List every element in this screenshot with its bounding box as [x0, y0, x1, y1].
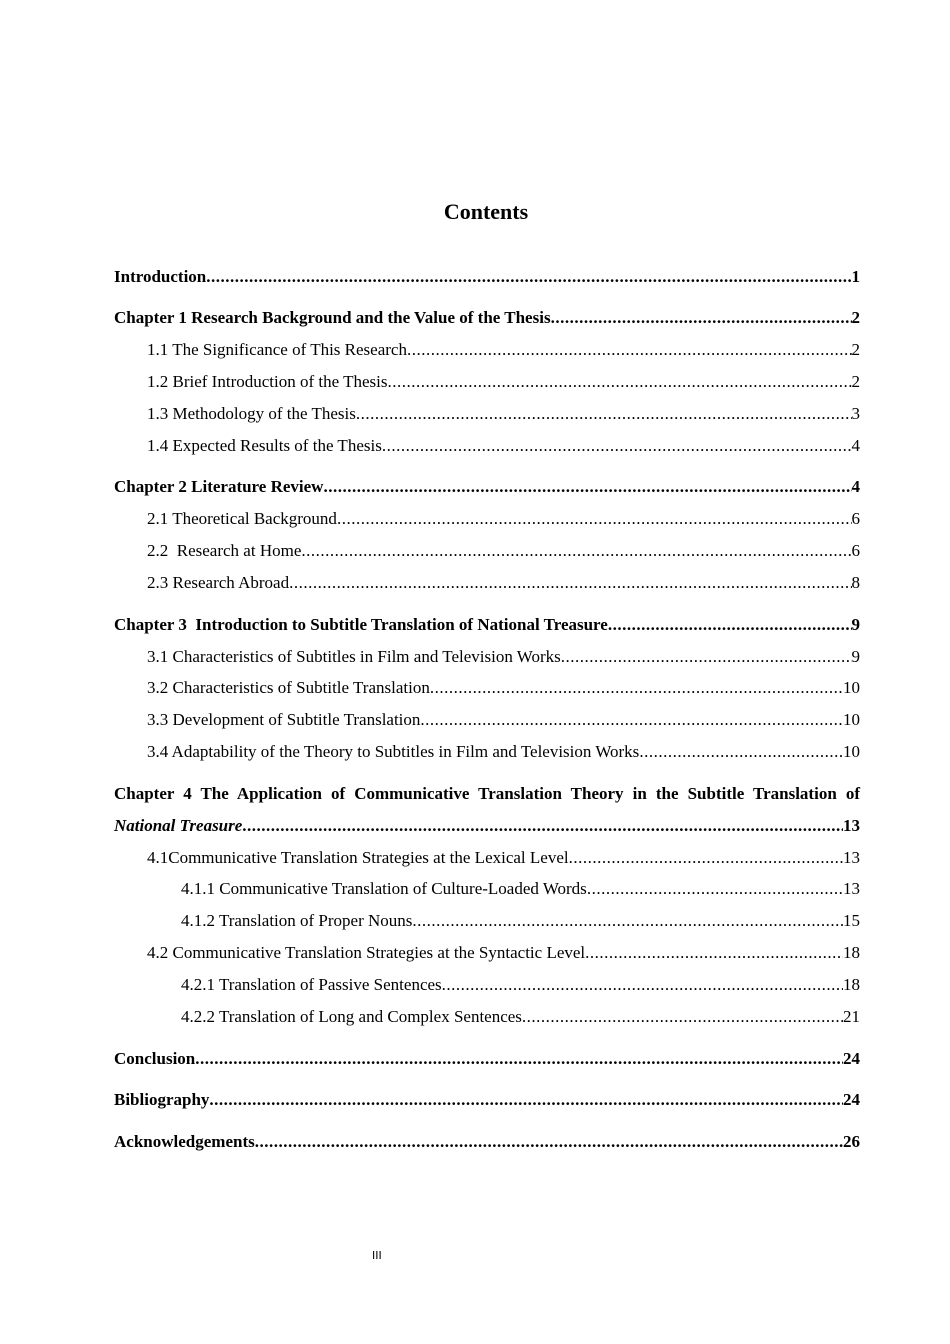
- toc-entry-label: Chapter 1 Research Background and the Value of the Thesis: [114, 308, 551, 327]
- toc-entry-page: 4: [851, 477, 860, 496]
- toc-entry-page: 21: [843, 1007, 860, 1026]
- page-title: Contents: [443, 199, 529, 224]
- toc-entry-3-2[interactable]: [147, 678, 860, 698]
- toc-entry-label: 1.2 Brief Introduction of the Thesis: [147, 372, 388, 391]
- toc-entry-label: 4.2.2 Translation of Long and Complex Sentences: [181, 1007, 522, 1026]
- toc-entry-chapter-4[interactable]: [114, 816, 860, 836]
- toc-entry-4-1[interactable]: [147, 848, 860, 868]
- toc-entry-label: 3.2 Characteristics of Subtitle Translation: [147, 678, 430, 697]
- toc-entry-page: 9: [851, 647, 860, 666]
- dot-leader: [585, 943, 843, 963]
- toc-entry-label: Chapter 2 Literature Review: [114, 477, 324, 496]
- toc-entry-label: Conclusion: [114, 1049, 196, 1068]
- toc-entry-1-2[interactable]: [147, 372, 860, 392]
- toc-entry-chapter-4-line-1[interactable]: Chapter 4 The Application of Communicative Translation Theory in the Subtitle Translation of: [114, 784, 860, 803]
- toc-entry-page: 24: [843, 1090, 860, 1109]
- toc-entry-page: 15: [843, 911, 860, 930]
- toc-entry-label: Introduction: [114, 267, 207, 286]
- toc-entry-label: 4.1Communicative Translation Strategies at the Lexical Level: [147, 848, 569, 867]
- toc-entry-label: Bibliography: [114, 1090, 210, 1109]
- page-number-footer: III: [372, 1249, 382, 1262]
- toc-entry-label: 1.3 Methodology of the Thesis: [147, 404, 356, 423]
- toc-entry-label: 1.4 Expected Results of the Thesis: [147, 436, 382, 455]
- dot-leader: [382, 436, 852, 456]
- toc-entry-label: 2.1 Theoretical Background: [147, 509, 337, 528]
- toc-entry-page: 10: [843, 678, 860, 697]
- dot-leader: [420, 710, 843, 730]
- toc-entry-page: 18: [843, 975, 860, 994]
- dot-leader: [608, 615, 852, 635]
- toc-entry-2-3[interactable]: [147, 573, 860, 593]
- toc-entry-label: 4.1.2 Translation of Proper Nouns: [181, 911, 413, 930]
- toc-entry-chapter-3[interactable]: [114, 615, 860, 635]
- toc-entry-chapter-1[interactable]: [114, 308, 860, 328]
- toc-entry-4-1-2[interactable]: [181, 911, 860, 931]
- dot-leader: [387, 372, 851, 392]
- toc-entry-page: 3: [851, 404, 860, 423]
- toc-entry-page: 13: [843, 879, 860, 898]
- toc-entry-label: 4.2 Communicative Translation Strategies at the Syntactic Level: [147, 943, 586, 962]
- toc-entry-4-2-2[interactable]: [181, 1007, 860, 1027]
- toc-entry-3-3[interactable]: [147, 710, 860, 730]
- toc-entry-label: 2.2 Research at Home: [147, 541, 302, 560]
- dot-leader: [356, 404, 852, 424]
- toc-entry-label: Acknowledgements: [114, 1132, 255, 1151]
- toc-entry-bibliography[interactable]: [114, 1090, 860, 1110]
- dot-leader: [442, 975, 843, 995]
- dot-leader: [209, 1090, 843, 1110]
- toc-entry-1-4[interactable]: [147, 436, 860, 456]
- toc-entry-label: 3.4 Adaptability of the Theory to Subtitles in Film and Television Works: [147, 742, 640, 761]
- toc-entry-page: 24: [843, 1049, 860, 1068]
- toc-entry-4-2[interactable]: [147, 943, 860, 963]
- toc-entry-1-3[interactable]: [147, 404, 860, 424]
- toc-entry-label: 3.1 Characteristics of Subtitles in Film and Television Works: [147, 647, 561, 666]
- toc-entry-label: 4.2.1 Translation of Passive Sentences: [181, 975, 442, 994]
- dot-leader: [289, 573, 851, 593]
- dot-leader: [522, 1007, 843, 1027]
- toc-entry-page: 6: [851, 541, 860, 560]
- toc-entry-2-2[interactable]: [147, 541, 860, 561]
- toc-entry-acknowledgements[interactable]: [114, 1132, 860, 1152]
- toc-entry-4-2-1[interactable]: [181, 975, 860, 995]
- dot-leader: [337, 509, 852, 529]
- toc-entry-page: 1: [851, 267, 860, 286]
- dot-leader: [639, 742, 843, 762]
- toc-entry-page: 2: [851, 340, 860, 359]
- dot-leader: [430, 678, 843, 698]
- dot-leader: [412, 911, 843, 931]
- toc-entry-page: 13: [843, 848, 860, 867]
- toc-entry-label: Chapter 3 Introduction to Subtitle Translation of National Treasure: [114, 615, 608, 634]
- toc-entry-label: 4.1.1 Communicative Translation of Culture-Loaded Words: [181, 879, 587, 898]
- toc-entry-2-1[interactable]: [147, 509, 860, 529]
- toc-entry-label: 3.3 Development of Subtitle Translation: [147, 710, 421, 729]
- toc-entry-page: 26: [843, 1132, 860, 1151]
- dot-leader: [561, 647, 852, 667]
- dot-leader: [323, 477, 851, 497]
- toc-entry-page: 18: [843, 943, 860, 962]
- dot-leader: [206, 267, 851, 287]
- dot-leader: [301, 541, 851, 561]
- toc-entry-label: 2.3 Research Abroad: [147, 573, 290, 592]
- toc-entry-page: 2: [851, 308, 860, 327]
- dot-leader: [569, 848, 843, 868]
- dot-leader: [407, 340, 852, 360]
- toc-entry-1-1[interactable]: [147, 340, 860, 360]
- dot-leader: [242, 816, 843, 836]
- toc-entry-4-1-1[interactable]: [181, 879, 860, 899]
- toc-entry-page: 6: [851, 509, 860, 528]
- toc-entry-page: 10: [843, 710, 860, 729]
- toc-entry-page: 10: [843, 742, 860, 761]
- toc-entry-page: 2: [851, 372, 860, 391]
- dot-leader: [551, 308, 852, 328]
- toc-entry-conclusion[interactable]: [114, 1049, 860, 1069]
- toc-entry-chapter-2[interactable]: [114, 477, 860, 497]
- toc-entry-3-1[interactable]: [147, 647, 860, 667]
- toc-entry-label: 1.1 The Significance of This Research: [147, 340, 407, 359]
- toc-entry-page: 4: [851, 436, 860, 455]
- toc-entry-page: 8: [851, 573, 860, 592]
- toc-entry-introduction[interactable]: [114, 267, 860, 287]
- toc-entry-page: 9: [851, 615, 860, 634]
- toc-entry-page: 13: [843, 816, 860, 835]
- dot-leader: [195, 1049, 843, 1069]
- dot-leader: [587, 879, 843, 899]
- toc-entry-label: National Treasure: [114, 816, 243, 835]
- dot-leader: [255, 1132, 843, 1152]
- toc-entry-3-4[interactable]: [147, 742, 860, 762]
